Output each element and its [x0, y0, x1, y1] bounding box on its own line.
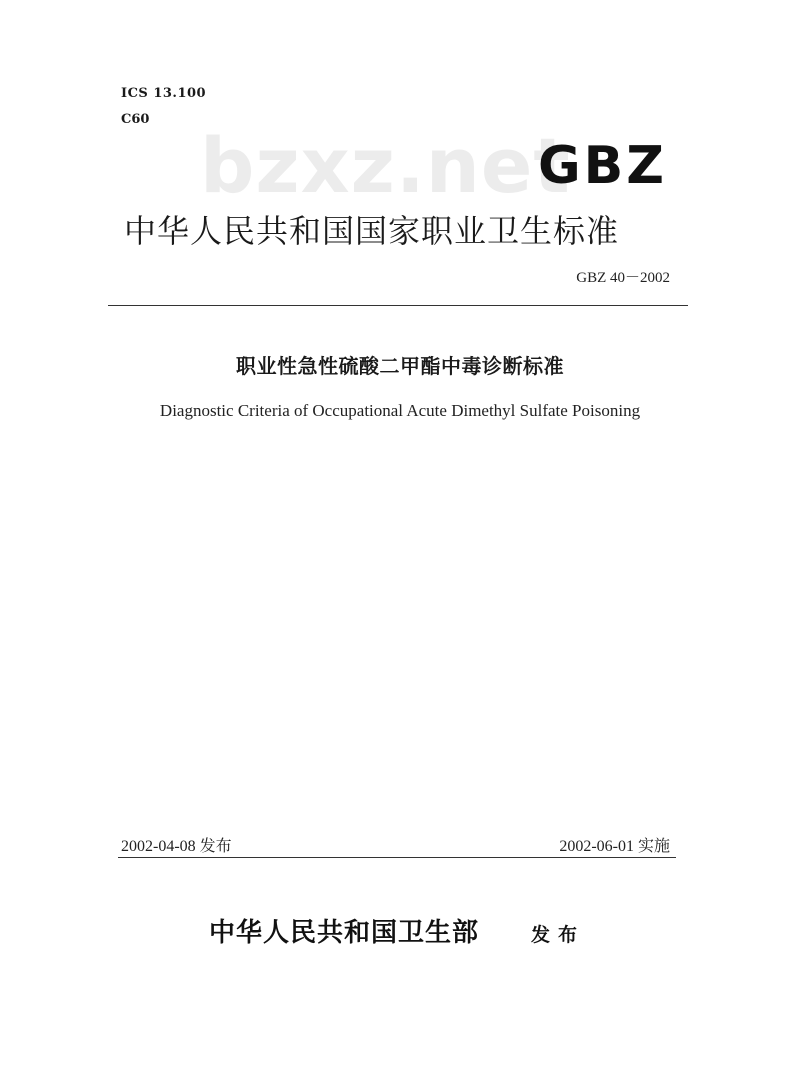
issue-date: 2002-04-08 发布 [121, 838, 232, 855]
watermark: bzxz.net [200, 121, 571, 210]
bottom-divider [118, 857, 676, 858]
gbz-logo: GBZ [537, 136, 667, 196]
issue-label: 发布 [531, 924, 586, 946]
ccs-code: C60 [121, 112, 150, 127]
ics-code: ICS 13.100 [121, 86, 207, 101]
document-title-english: Diagnostic Criteria of Occupational Acute Dimethyl Sulfate Poisoning [159, 401, 641, 420]
issuing-authority: 中华人民共和国卫生部 [209, 918, 480, 948]
implementation-date: 2002-06-01 实施 [559, 838, 670, 855]
document-title-chinese: 职业性急性硫酸二甲酯中毒诊断标准 [236, 354, 564, 378]
top-divider [108, 305, 688, 306]
national-standard-title: 中华人民共和国国家职业卫生标准 [124, 212, 620, 250]
standard-number: GBZ 40－2002 [576, 270, 670, 286]
